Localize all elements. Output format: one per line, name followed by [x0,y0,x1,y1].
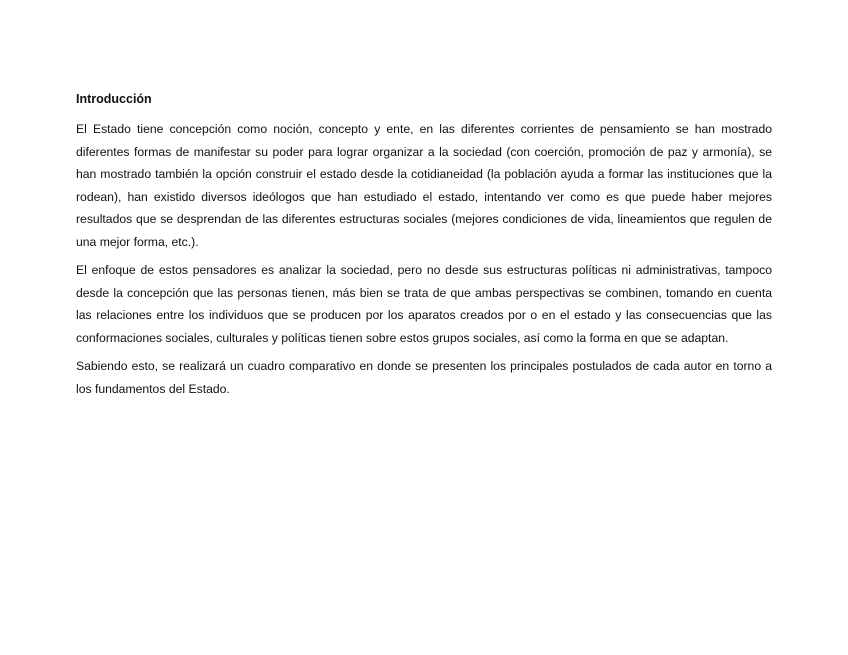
paragraph-3: Sabiendo esto, se realizará un cuadro comparativo en donde se presenten los principales postulados de cada autor en torno a los fundamentos del Estado. [76,359,772,396]
paragraph-1: El Estado tiene concepción como noción, concepto y ente, en las diferentes corrientes de pensamiento se han mostrado diferentes formas de manifestar su poder para lograr organizar a la sociedad (con coerción, promoción de paz y armonía), se han mostrado también la opción construir el estado desde la cotidianeidad (la población ayuda a formar las instituciones que la rodean), han existido diversos ideólogos que han estudiado el estado, intentando ver como es que puede haber mejores resultados que se desprendan de las diferentes estructuras sociales (mejores condiciones de vida, lineamientos que regulen de una mejor forma, etc.). [76,122,772,249]
paragraph-2: El enfoque de estos pensadores es analizar la sociedad, pero no desde sus estructuras políticas ni administrativas, tampoco desde la concepción que las personas tienen, más bien se trata de que ambas perspectivas se combinen, tomando en cuenta las relaciones entre los individuos que se producen por los aparatos creados por o en el estado y las consecuencias que las conformaciones sociales, culturales y políticas tienen sobre estos grupos sociales, así como la forma en que se adaptan. [76,263,772,345]
section-title: Introducción [76,92,152,106]
